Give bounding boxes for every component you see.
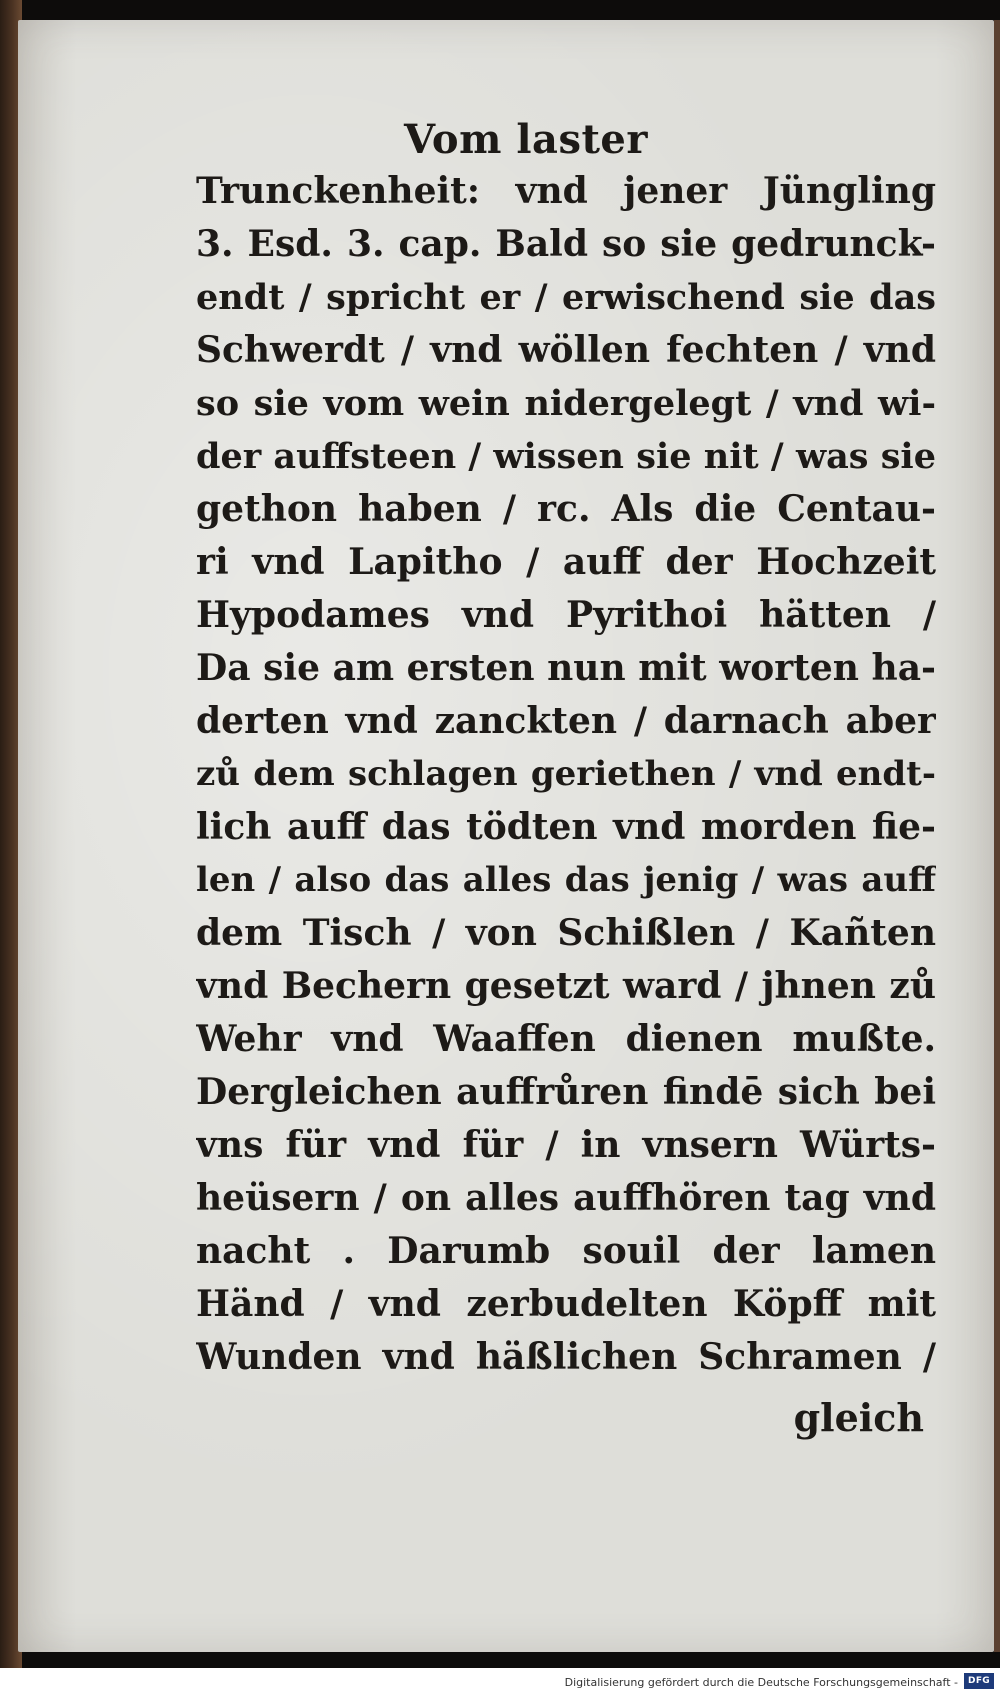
text-line: gethon haben / rc. Als die Centau- (196, 488, 936, 530)
text-line: derten vnd zanckten / darnach aber (196, 700, 936, 742)
text-line: Trunckenheit: vnd jener Jüngling (196, 170, 936, 212)
text-line: der auffsteen / wissen sie nit / was sie (196, 436, 936, 477)
text-line: Dergleichen auffrůren findē sich bei (196, 1071, 936, 1113)
text-line: Wehr vnd Waaffen dienen mußte. (196, 1018, 936, 1060)
text-line: dem Tisch / von Schißlen / Kañten (196, 912, 936, 954)
text-line: ri vnd Lapitho / auff der Hochzeit (196, 541, 936, 583)
text-line: vns für vnd für / in vnsern Würts- (196, 1124, 936, 1166)
catchword: gleich (793, 1395, 924, 1440)
text-line: Da sie am ersten nun mit worten ha- (196, 647, 936, 689)
running-head: Vom laster (404, 116, 648, 163)
text-line: endt / spricht er / erwischend sie das (196, 277, 936, 318)
text-line: Wunden vnd häßlichen Schramen / (196, 1336, 936, 1378)
text-line: 3. Esd. 3. cap. Bald so sie gedrunck- (196, 223, 936, 265)
text-line: vnd Bechern gesetzt ward / jhnen zů (196, 965, 936, 1007)
page-fore-edge (994, 20, 1000, 1652)
footer-bar (0, 1668, 1000, 1692)
text-line: so sie vom wein nidergelegt / vnd wi- (196, 383, 936, 424)
text-line: Händ / vnd zerbudelten Köpff mit (196, 1283, 936, 1325)
text-line: zů dem schlagen geriethen / vnd endt- (196, 754, 936, 794)
text-line: Schwerdt / vnd wöllen fechten / vnd (196, 329, 936, 371)
text-line: len / also das alles das jenig / was auff (196, 860, 936, 900)
dfg-logo-icon: DFG (964, 1673, 994, 1689)
text-line: Hypodames vnd Pyrithoi hätten / (196, 594, 936, 636)
text-line: nacht . Darumb souil der lamen (196, 1230, 936, 1272)
text-line: lich auff das tödten vnd morden fie- (196, 806, 936, 848)
book-page (18, 20, 994, 1652)
page-text-block (196, 165, 936, 1384)
funding-credit: Digitalisierung gefördert durch die Deutsche Forschungsgemeinschaft - (564, 1676, 958, 1689)
text-line: heüsern / on alles auffhören tag vnd (196, 1177, 936, 1219)
